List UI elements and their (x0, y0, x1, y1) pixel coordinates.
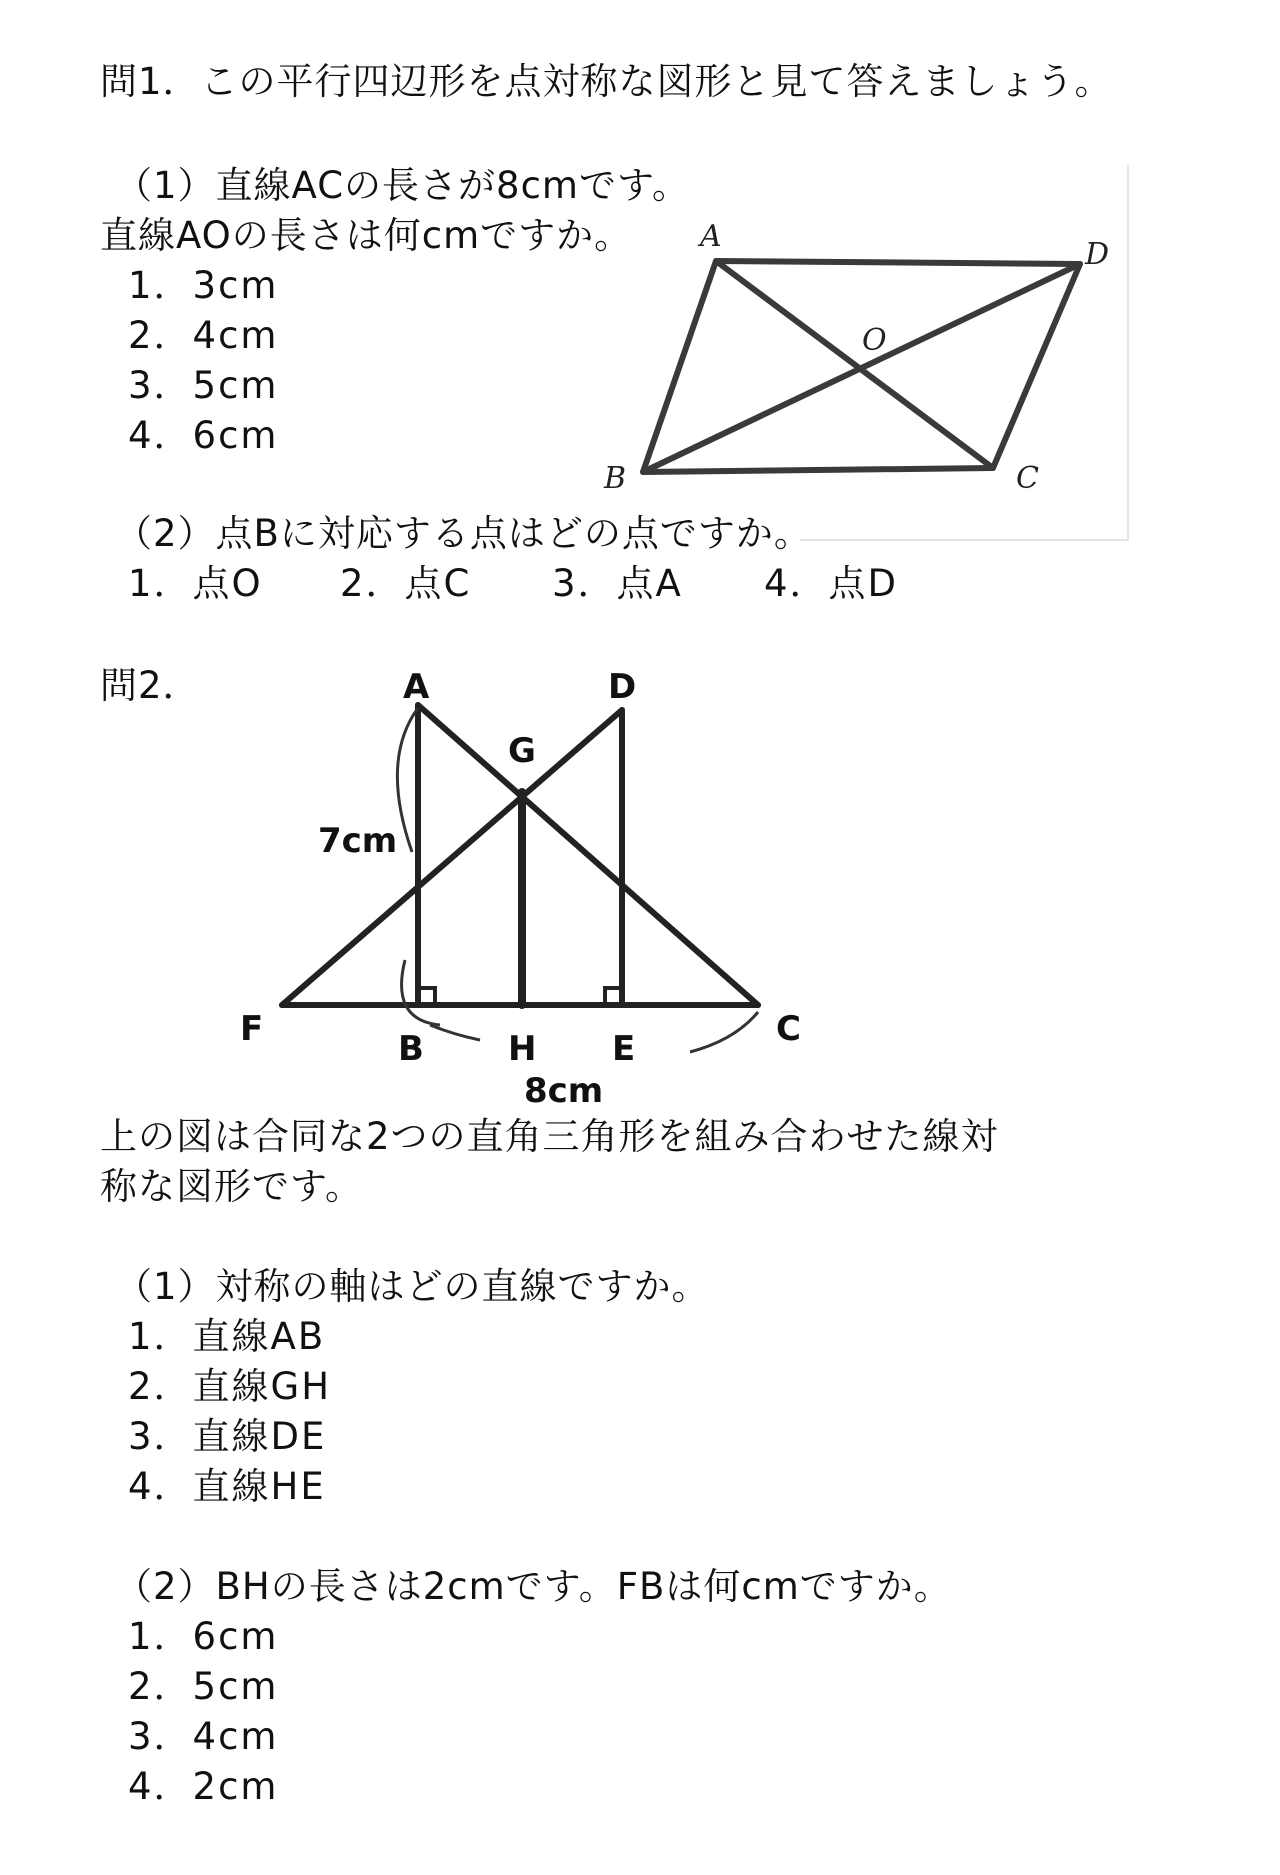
q2-sub2-question: （2）BHの長さは2cmです。FBは何cmですか。 (115, 1565, 952, 1608)
label-f: F (240, 1009, 264, 1049)
q2-sub2-option-1[interactable]: 1．6cm (128, 1615, 279, 1658)
line-df (282, 710, 622, 1005)
label-a: A (700, 219, 722, 254)
right-angle-mark-e (605, 988, 622, 1005)
line-ac (418, 705, 758, 1005)
q2-sub1-question: （1）対称の軸はどの直線ですか。 (115, 1265, 710, 1308)
q1-sub1-option-4[interactable]: 4．6cm (128, 414, 279, 457)
label-d: D (1085, 237, 1110, 272)
q2-sub2-option-2[interactable]: 2．5cm (128, 1665, 279, 1708)
q2-description-line2: 称な図形です。 (100, 1165, 364, 1208)
label-c: C (1016, 461, 1039, 496)
q1-sub2-option-2[interactable]: 2．点C (340, 562, 472, 605)
q1-sub1-option-2[interactable]: 2．4cm (128, 314, 279, 357)
q2-sub2-option-4[interactable]: 4．2cm (128, 1765, 279, 1808)
base-arc-right (690, 1012, 758, 1052)
q2-sub1-option-1[interactable]: 1．直線AB (128, 1315, 326, 1358)
parallelogram-abcd (643, 261, 1080, 472)
base-arc-left (430, 1025, 480, 1040)
label-e: E (612, 1029, 636, 1069)
q2-sub1-option-4[interactable]: 4．直線HE (128, 1465, 326, 1508)
height-arc-lower (402, 960, 440, 1025)
label-d: D (608, 667, 637, 707)
label-b: B (398, 1029, 424, 1069)
q1-sub2-option-3[interactable]: 3．点A (552, 562, 683, 605)
diagonal-ac (716, 261, 993, 468)
base-8cm-label: 8cm (524, 1071, 604, 1111)
diagonal-bd (643, 264, 1080, 472)
height-7cm-label: 7cm (318, 821, 398, 861)
q1-sub2-question: （2）点Bに対応する点はどの点ですか。 (115, 512, 812, 555)
q1-sub2-option-4[interactable]: 4．点D (764, 562, 899, 605)
height-arc (397, 708, 418, 852)
q2-heading: 問2． (100, 664, 201, 707)
right-angle-mark-b (418, 988, 435, 1005)
q2-sub2-option-3[interactable]: 3．4cm (128, 1715, 279, 1758)
label-b: B (604, 461, 627, 496)
q1-sub1-option-3[interactable]: 3．5cm (128, 364, 279, 407)
q1-heading: 問1．この平行四辺形を点対称な図形と見て答えましょう。 (100, 60, 1113, 103)
q2-sub1-option-2[interactable]: 2．直線GH (128, 1365, 332, 1408)
q2-sub1-option-3[interactable]: 3．直線DE (128, 1415, 327, 1458)
label-c: C (776, 1009, 801, 1049)
q1-sub1-question-line1: （1）直線ACの長さが8cmです。 (115, 164, 691, 207)
q1-sub1-question-line2: 直線AOの長さは何cmですか。 (100, 214, 633, 257)
label-h: H (508, 1029, 537, 1069)
q1-sub1-option-1[interactable]: 1．3cm (128, 264, 279, 307)
label-o: O (862, 323, 887, 358)
label-a: A (403, 667, 430, 707)
q1-sub2-option-1[interactable]: 1．点O (128, 562, 263, 605)
q2-description-line1: 上の図は合同な2つの直角三角形を組み合わせた線対 (100, 1115, 999, 1158)
label-g: G (508, 731, 536, 771)
